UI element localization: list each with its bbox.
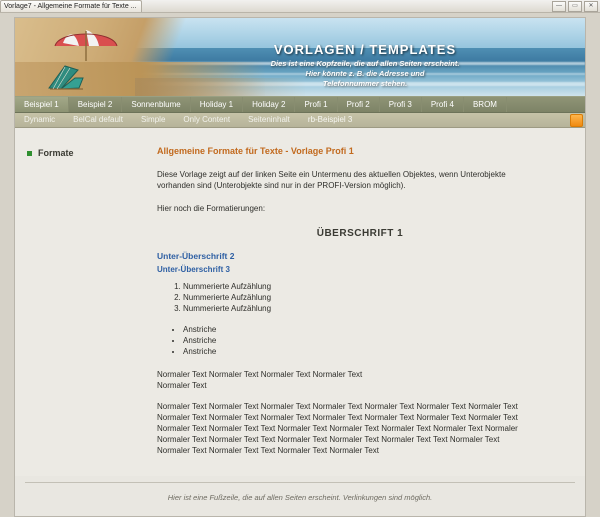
minimize-button[interactable]: — bbox=[552, 1, 566, 12]
list-item: • Anstriche bbox=[183, 346, 563, 357]
subnav-item-belcal-default[interactable]: BelCal default bbox=[73, 115, 123, 124]
heading-level-3: Unter-Überschrift 3 bbox=[157, 265, 230, 274]
browser-tab[interactable]: Vorlage7 - Allgemeine Formate für Texte ... bbox=[0, 0, 142, 12]
sidebar bbox=[15, 128, 155, 476]
rss-icon[interactable] bbox=[570, 114, 583, 127]
intro-paragraph bbox=[157, 169, 563, 191]
header-subtitle-line-3: Telefonnummer stehen. bbox=[322, 79, 408, 88]
content-area bbox=[155, 128, 585, 476]
sub-navigation bbox=[15, 113, 585, 128]
nav-item-profi-1[interactable]: Profi 1 bbox=[295, 97, 337, 112]
header-subtitle-line-2: Hier könnte z. B. die Adresse und bbox=[305, 69, 425, 78]
beach-umbrella-icon bbox=[53, 28, 119, 62]
list-item: • Anstriche bbox=[183, 335, 563, 346]
subnav-item-dynamic[interactable]: Dynamic bbox=[24, 115, 56, 124]
tab-strip bbox=[0, 0, 142, 12]
subnav-item-simple[interactable]: Simple bbox=[140, 115, 166, 124]
text-block-2-line-1: Normaler Text Normaler Text Normaler Text Normaler Text Normaler Text Normaler Text Normaler Text bbox=[157, 402, 518, 411]
page-frame bbox=[0, 13, 600, 502]
list-item: • Anstriche bbox=[183, 324, 563, 335]
heading-level-1: ÜBERSCHRIFT 1 bbox=[316, 228, 404, 239]
nav-item-profi-4[interactable]: Profi 4 bbox=[422, 97, 464, 112]
bullet-list bbox=[157, 324, 563, 357]
nav-item-sonnenblume[interactable]: Sonnenblume bbox=[122, 97, 190, 112]
text-block-1-line-1: Normaler Text Normaler Text Normaler Text Normaler Text bbox=[157, 370, 363, 379]
nav-item-beispiel-1[interactable]: Beispiel 1 bbox=[15, 97, 69, 112]
heading-level-2: Unter-Überschrift 2 bbox=[157, 251, 235, 261]
intro-paragraph-line-1: Diese Vorlage zeigt auf der linken Seite ein Untermenu des aktuellen Objektes, wenn Unterobjekte bbox=[157, 170, 506, 179]
nav-item-holiday-2[interactable]: Holiday 2 bbox=[243, 97, 295, 112]
numbered-list bbox=[157, 281, 563, 314]
text-block-1-line-2: Normaler Text bbox=[157, 381, 207, 390]
list-item: 2. Nummerierte Aufzählung bbox=[183, 292, 563, 303]
sidebar-item-label: Formate bbox=[38, 148, 74, 158]
browser-chrome bbox=[0, 0, 600, 13]
header-banner bbox=[15, 18, 585, 96]
body-area bbox=[15, 128, 585, 476]
deck-chair-icon bbox=[45, 58, 91, 92]
subnav-item-only-content[interactable]: Only Content bbox=[183, 115, 231, 124]
text-block-2-line-5: Normaler Text Normaler Text Text Normaler Text Normaler Text bbox=[157, 446, 379, 455]
header-subtitle bbox=[165, 59, 565, 89]
text-block-2 bbox=[157, 401, 563, 456]
header-text-block bbox=[165, 42, 565, 89]
subnav-item-rb-beispiel-3[interactable]: rb-Beispiel 3 bbox=[307, 115, 353, 124]
content-heading: Allgemeine Formate für Texte - Vorlage Profi 1 bbox=[157, 146, 354, 156]
list-item: 3. Nummerierte Aufzählung bbox=[183, 303, 563, 314]
list-item: 1. Nummerierte Aufzählung bbox=[183, 281, 563, 292]
text-block-2-line-2: Normaler Text Normaler Text Normaler Text Normaler Text Normaler Text Normaler Text Normaler Text bbox=[157, 413, 518, 422]
nav-item-profi-2[interactable]: Profi 2 bbox=[338, 97, 380, 112]
main-navigation bbox=[15, 96, 585, 113]
text-block-2-line-3: Normaler Text Normaler Text Text Normaler Text Normaler Text Normaler Text Normaler Text Normaler bbox=[157, 424, 518, 433]
text-block-1 bbox=[157, 369, 563, 391]
close-button[interactable]: ✕ bbox=[584, 1, 598, 12]
square-bullet-icon bbox=[27, 151, 32, 156]
text-block-2-line-4: Normaler Text Normaler Text Text Normaler Text Normaler Text Normaler Text Text Normaler Text bbox=[157, 435, 500, 444]
site-title: VORLAGEN / TEMPLATES bbox=[273, 42, 457, 57]
maximize-button[interactable]: ▭ bbox=[568, 1, 582, 12]
intro-paragraph-line-2: vorhanden sind (Unterobjekte sind nur in der PROFI-Version möglich). bbox=[157, 181, 406, 190]
formatting-note: Hier noch die Formatierungen: bbox=[157, 204, 266, 213]
nav-item-brom[interactable]: BROM bbox=[464, 97, 507, 112]
site-container bbox=[14, 17, 586, 517]
nav-item-beispiel-2[interactable]: Beispiel 2 bbox=[69, 97, 123, 112]
subnav-item-seiteninhalt[interactable]: Seiteninhalt bbox=[248, 115, 290, 124]
footer-text: Hier ist eine Fußzeile, die auf allen Seiten erscheint. Verlinkungen sind möglich. bbox=[167, 493, 433, 502]
window-controls bbox=[552, 0, 598, 12]
nav-item-holiday-1[interactable]: Holiday 1 bbox=[191, 97, 243, 112]
nav-item-profi-3[interactable]: Profi 3 bbox=[380, 97, 422, 112]
sidebar-item-formate[interactable] bbox=[27, 148, 155, 158]
header-subtitle-line-1: Dies ist eine Kopfzeile, die auf allen Seiten erscheint. bbox=[270, 59, 460, 68]
